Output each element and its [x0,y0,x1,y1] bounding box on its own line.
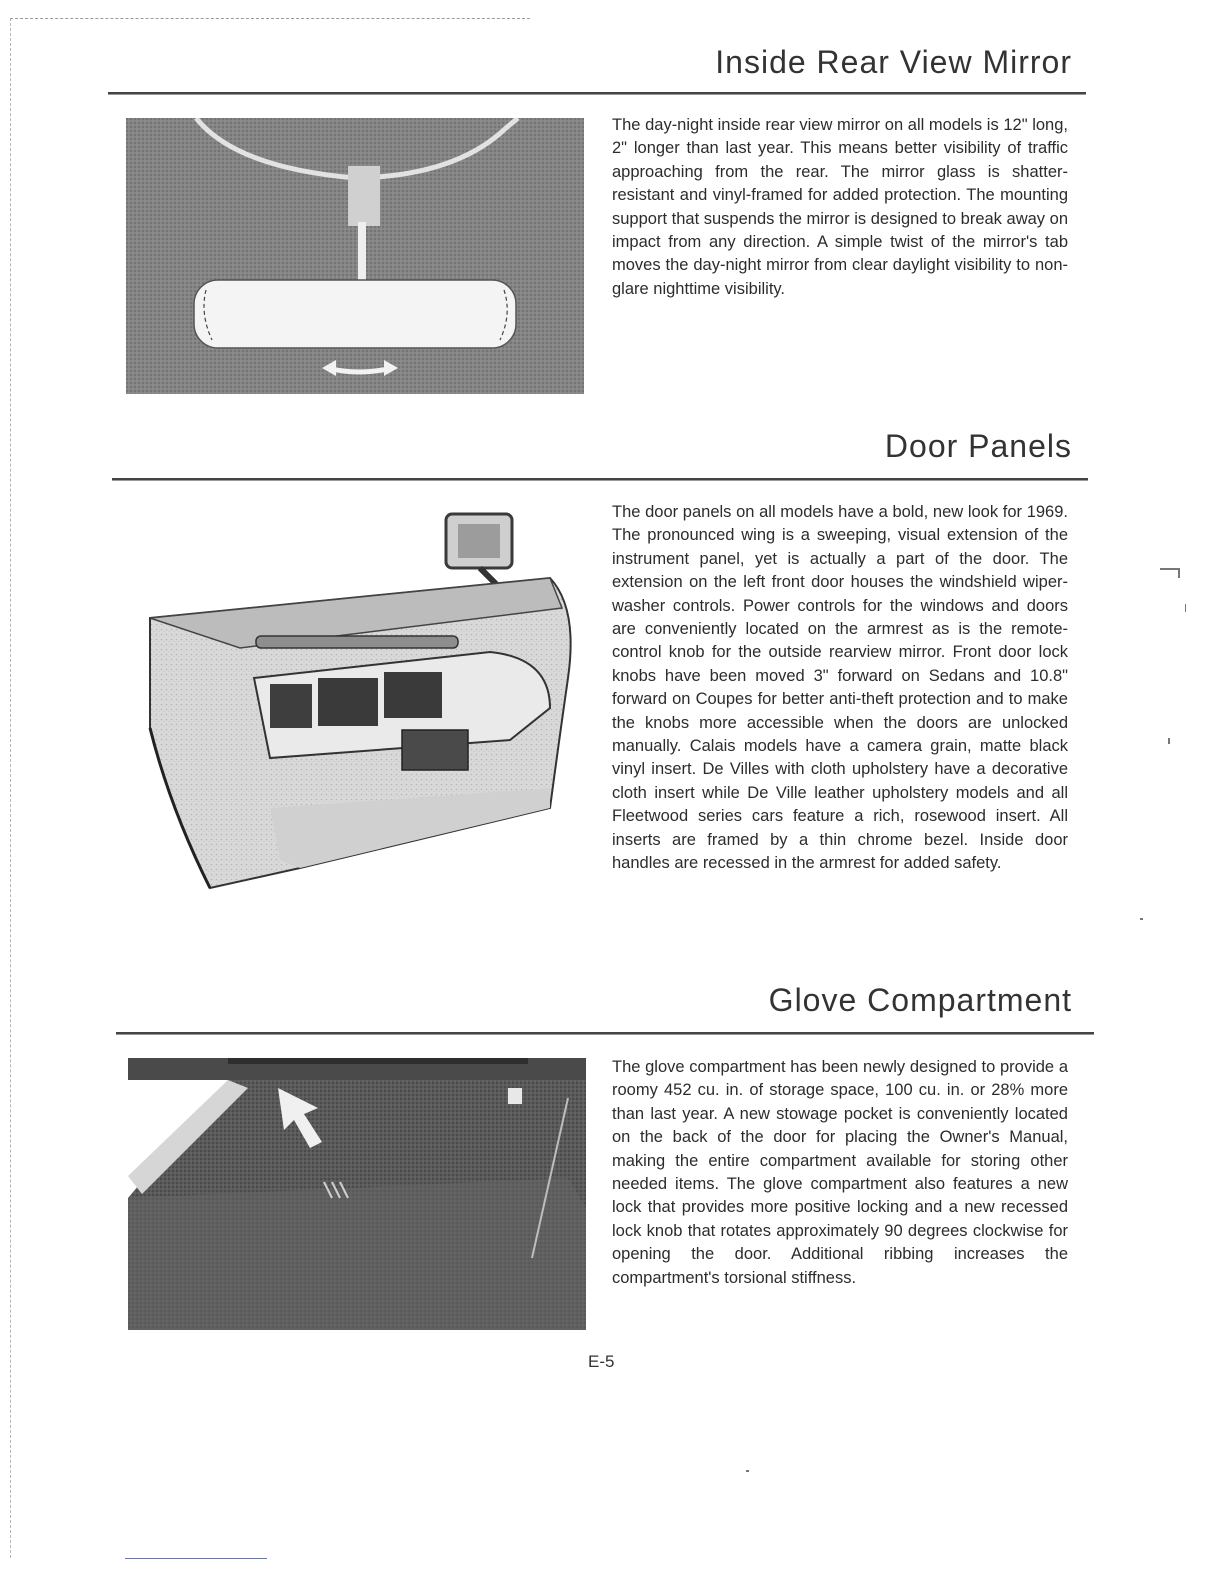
section-title-mirror: Inside Rear View Mirror [715,44,1072,80]
scan-speck [1185,604,1186,612]
section-body-door-panels: The door panels on all models have a bold, new look for 1969. The pronounced wing is a sweeping, visual extension of the instrument panel, yet is actually a part of the door. The extension on the left front door houses the windshield wiper-washer controls. Power controls for the windows and doors are conveniently located on the armrest as is the remote-control knob for the outside rearview mirror. Front door lock knobs have been moved 3" forward on Sedans and 10.8" forward on Coupes for better anti-theft protection and to make the knobs more accessible when the doors are unlocked manually. Calais models have a camera grain, matte black vinyl insert. De Villes with cloth upholstery have a decorative cloth insert while De Ville leather upholstery models and all Fleetwood series cars feature a rich, rosewood insert. All inserts are framed by a thin chrome bezel. Inside door handles are recessed in the armrest for added safety. [612,503,1068,873]
scan-speck [1140,918,1143,920]
scan-underline [125,1558,267,1559]
glove-compartment-photo [128,1058,586,1330]
section-title-glove-compartment: Glove Compartment [768,982,1072,1018]
section-title-door-panels: Door Panels [884,428,1072,464]
title-rule-door-panels [112,478,1088,481]
page-number: E-5 [588,1352,615,1371]
scan-speck [1168,738,1170,744]
door-panel-photo [130,508,592,898]
scan-border-top [10,18,530,19]
section-body-mirror: The day-night inside rear view mirror on all models is 12" long, 2" longer than last year. This means better visibility of traffic approaching from the rear. The mirror glass is shatter-resistant and vinyl-framed for added protection. The mounting support that suspends the mirror is designed to break away on impact from any direction. A simple twist of the mirror's tab moves the day-night mirror from clear daylight visibility to non-glare nighttime visibility. [612,116,1068,298]
scan-speck [746,1470,749,1472]
section-body-glove-compartment: The glove compartment has been newly designed to provide a roomy 452 cu. in. of storage space, 100 cu. in. or 28% more than last year. A new stowage pocket is conveniently located on the back of the door for placing the Owner's Manual, making the entire compartment available for storing other needed items. The glove compartment also features a new lock that provides more positive locking and a new recessed lock knob that rotates approximately 90 degrees clockwise for opening the door. Additional ribbing increases the compartment's torsional stiffness. [612,1058,1068,1287]
title-rule-mirror [108,92,1086,95]
scan-speck [1160,568,1178,570]
scan-border-left [10,18,11,1558]
mirror-photo [126,118,584,394]
scan-speck [1178,568,1180,578]
title-rule-glove-compartment [116,1032,1094,1035]
